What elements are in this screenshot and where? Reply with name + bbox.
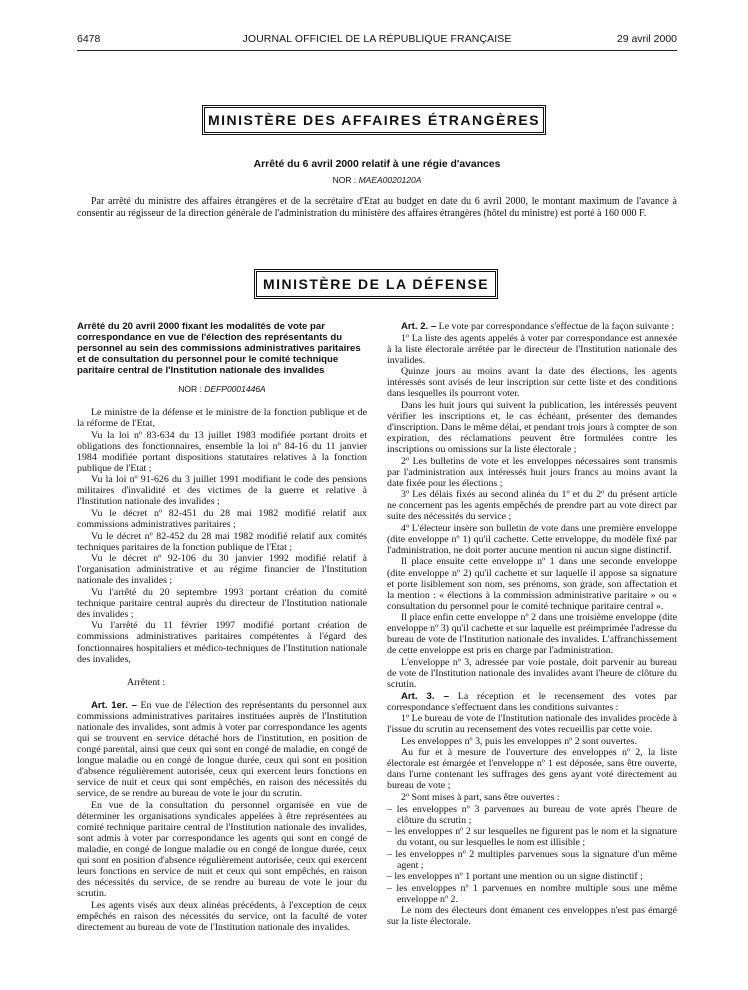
- nor-code: MAEA0020120A: [358, 175, 422, 185]
- ministry-box-defense: [254, 269, 498, 299]
- nor-reference-1: [77, 175, 677, 185]
- exclusion-item: – les enveloppes nº 1 portant une mention ou un signe distinctif ;: [387, 871, 643, 883]
- article-1-para: [77, 700, 367, 799]
- visa: Vu le décret nº 82-451 du 28 mai 1982 modifié relatif aux commissions administratives paritaires ;: [77, 507, 367, 531]
- visa: Vu l'arrêté du 11 février 1997 modifié portant création de commissions administratives paritaires compétentes à l'égard des fonctionnaires hospitaliers et médico-techniques de l'Institution nationale des invalides,: [77, 620, 367, 665]
- article-2-para: 4º L'électeur insère son bulletin de vote dans une première enveloppe (dite enveloppe nº 1) qu'il cachette. Cette enveloppe, du modèle fixé par l'administration, ne doit porter aucune mention ni aucun signe distinctif.: [387, 522, 677, 556]
- visa-intro: Le ministre de la défense et le ministre de la fonction publique et de la réforme de l'Etat,: [77, 407, 367, 430]
- article-2-para: L'enveloppe nº 3, adressée par voie postale, doit parvenir au bureau de vote de l'Institution nationale des invalides avant l'heure de clôture du scrutin.: [387, 656, 677, 690]
- article-3-final: Le nom des électeurs dont émanent ces enveloppes n'est pas émargé sur la liste électorale.: [387, 905, 677, 928]
- visa: Vu l'arrêté du 20 septembre 1993 portant création du comité technique paritaire central auprès du directeur de l'Institution nationale des invalides ;: [77, 586, 367, 620]
- exclusion-item: – les enveloppes nº 2 multiples parvenues sous la signature d'un même agent ;: [387, 848, 677, 871]
- article-label: Art. 3. –: [401, 690, 449, 702]
- page-number: 6478: [77, 33, 101, 45]
- ministry-heading: MINISTÈRE DES AFFAIRES ÉTRANGÈRES: [207, 112, 541, 128]
- header-rule: [77, 50, 677, 51]
- visa: Vu la loi nº 83-634 du 13 juillet 1983 modifiée portant droits et obligations des fonctionnaires, ensemble la loi nº 84-16 du 11 janvier 1984 modifiée portant dispositions statutaires relatives à la fonction publique de l'Etat ;: [77, 429, 367, 474]
- arrete-body-regie: Par arrêté du ministre des affaires étrangères et de la secrétaire d'Etat au budget en date du 6 avril 2000, le montant maximum de l'avance à consentir au régisseur de la direction générale de l'administration du ministère des affaires étrangères (hôtel du ministre) est porté à 160 000 F.: [77, 196, 677, 219]
- article-2-para: 3º Les délais fixés au second alinéa du 1º et du 2º du présent article ne concernent pas les agents empêchés de prendre part au vote direct par suite des nécessités du service ;: [387, 489, 677, 523]
- article-3-para: 1º Le bureau de vote de l'Institution nationale des invalides procède à l'issue du scrutin au recensement des votes recueillis par cette voie.: [387, 713, 677, 736]
- visa: Vu la loi nº 91-626 du 3 juillet 1991 modifiant le code des pensions militaires d'invalidité et des victimes de la guerre et relative à l'Institution nationale des invalides ;: [77, 474, 367, 508]
- article-3-para: [387, 691, 677, 713]
- article-2-para: Quinze jours au moins avant la date des élections, les agents intéressés sont avisés de leur inscription sur cette liste et des conditions dans lesquelles ils pourront voter.: [387, 366, 677, 400]
- article-2-para: 2º Les bulletins de vote et les enveloppes nécessaires sont transmis par l'administration aux intéressés huit jours francs au moins avant la date fixée pour les élections ;: [387, 455, 677, 489]
- article-label: Art. 1er. –: [91, 699, 137, 711]
- article-2-para: Dans les huit jours qui suivent la publication, les intéressés peuvent vérifier les inscriptions et, le cas échéant, présenter des demandes d'inscription. Dans le même délai, et pendant trois jours à compter de son expiration, des réclamations peuvent être formulées contre les inscriptions ou omissions sur la liste électorale ;: [387, 399, 677, 456]
- issue-date: 29 avril 2000: [616, 33, 677, 45]
- nor-label: NOR :: [332, 175, 357, 185]
- left-column: [77, 321, 367, 933]
- article-3-para: 2º Sont mises à part, sans être ouvertes :: [401, 791, 560, 803]
- arretent: Arrêtent :: [127, 676, 166, 688]
- page-header: [77, 33, 677, 49]
- visa: Vu le décret nº 82-452 du 28 mai 1982 modifié relatif aux comités techniques paritaires de la fonction publique de l'Etat ;: [77, 530, 367, 553]
- article-1-para: En vue de la consultation du personnel organisée en vue de déterminer les organisations syndicales appelées à être représentées au comité technique paritaire central de l'Institution nationale des invalides, sont admis à voter par correspondance les agents qui sont en congé de maladie, en congé de longue maladie ou en congé de longue durée, ceux qui sont en position d'absence régulièrement autorisée, ceux qui exercent leurs fonctions en service de nuit et ceux qui sont empêchés, en raison des nécessités du service, de se rendre au bureau de vote le jour du scrutin.: [77, 799, 367, 899]
- article-label: Art. 2. –: [401, 321, 437, 332]
- exclusion-item: – les enveloppes nº 1 parvenues en nombre multiple sous une même enveloppe nº 2.: [387, 882, 677, 905]
- article-text: En vue de l'élection des représentants du personnel aux commissions administratives paritaires instituées auprès de l'Institution nationale des invalides, sont admis à voter par correspondance les agents qui se trouvent en service détaché hors de l'institution, en position de congé parental, ainsi que ceux qui sont en congé de maladie, en congé de longue maladie ou en congé de longue durée, ceux qui sont en position d'absence régulièrement autorisée, ceux qui exercent leurs fonctions en service de nuit et ceux qui sont empêchés, en raison des nécessités du service, de se rendre au bureau de vote le jour du scrutin.: [77, 699, 368, 800]
- nor-label: NOR :: [178, 384, 202, 394]
- article-text: La réception et le recensement des votes par correspondance s'effectuent dans les conditions suivantes :: [387, 690, 678, 713]
- nor-reference-2: [77, 384, 367, 395]
- article-3-para: Les enveloppes nº 3, puis les enveloppes nº 2 sont ouvertes.: [401, 735, 637, 747]
- article-3-para: Au fur et à mesure de l'ouverture des enveloppes nº 2, la liste électorale est émargée et l'enveloppe nº 1 est déposée, sans être ouverte, dans l'urne contenant les suffrages des gens ayant voté directement au bureau de vote ;: [387, 747, 677, 792]
- exclusion-item: – les enveloppes nº 2 sur lesquelles ne figurent pas le nom et la signature du votant, ou sur lesquelles le nom est illisible ;: [387, 826, 677, 849]
- arrete-title-regie: Arrêté du 6 avril 2000 relatif à une régie d'avances: [253, 159, 501, 170]
- ministry-heading: MINISTÈRE DE LA DÉFENSE: [262, 276, 490, 292]
- ministry-box-foreign-affairs: [202, 105, 546, 135]
- article-2-para: Il place ensuite cette enveloppe nº 1 dans une seconde enveloppe (dite enveloppe nº 2) qu'il cachette et sur laquelle il appose sa signature et porte lisiblement son nom, ses prénoms, son grade, son affectation et la mention : « élections à la commission administrative paritaire » ou « consultation du personnel pour le comité technique paritaire central ».: [387, 556, 677, 612]
- right-column: [387, 321, 677, 928]
- article-1-para: Les agents visés aux deux alinéas précédents, à l'exception de ceux empêchés en raison des nécessités du service, ont la faculté de voter directement au bureau de vote de l'Institution nationale des invalides.: [77, 899, 367, 933]
- article-text: Le vote par correspondance s'effectue de la façon suivante :: [438, 321, 675, 332]
- article-2-para: [387, 321, 677, 332]
- article-2-para: 1º La liste des agents appelés à voter par correspondance est annexée à la liste électorale arrêtée par le directeur de l'Institution nationale des invalides.: [387, 332, 677, 366]
- exclusion-item: – les enveloppes nº 3 parvenues au bureau de vote après l'heure de clôture du scrutin ;: [387, 803, 677, 826]
- nor-code: DEFP0001446A: [204, 384, 266, 394]
- journal-title: JOURNAL OFFICIEL DE LA RÉPUBLIQUE FRANÇAISE: [242, 33, 512, 45]
- arrete-title-vote: Arrêté du 20 avril 2000 fixant les modalités de vote par correspondance en vue de l'élection des représentants du personnel au sein des commissions administratives paritaires et de consultation du personnel pour le comité technique paritaire central de l'Institution nationale des invalides: [77, 321, 361, 376]
- article-2-para: Il place enfin cette enveloppe nº 2 dans une troisième enveloppe (dite enveloppe nº 3) qu'il cachette et sur laquelle est préimprimée l'adresse du bureau de vote de l'Institution nationale des invalides. L'affranchissement de cette enveloppe est pris en charge par l'administration.: [387, 612, 677, 657]
- visa: Vu le décret nº 92-106 du 30 janvier 1992 modifié relatif à l'organisation administrative et au régime financier de l'Institution nationale des invalides ;: [77, 553, 367, 587]
